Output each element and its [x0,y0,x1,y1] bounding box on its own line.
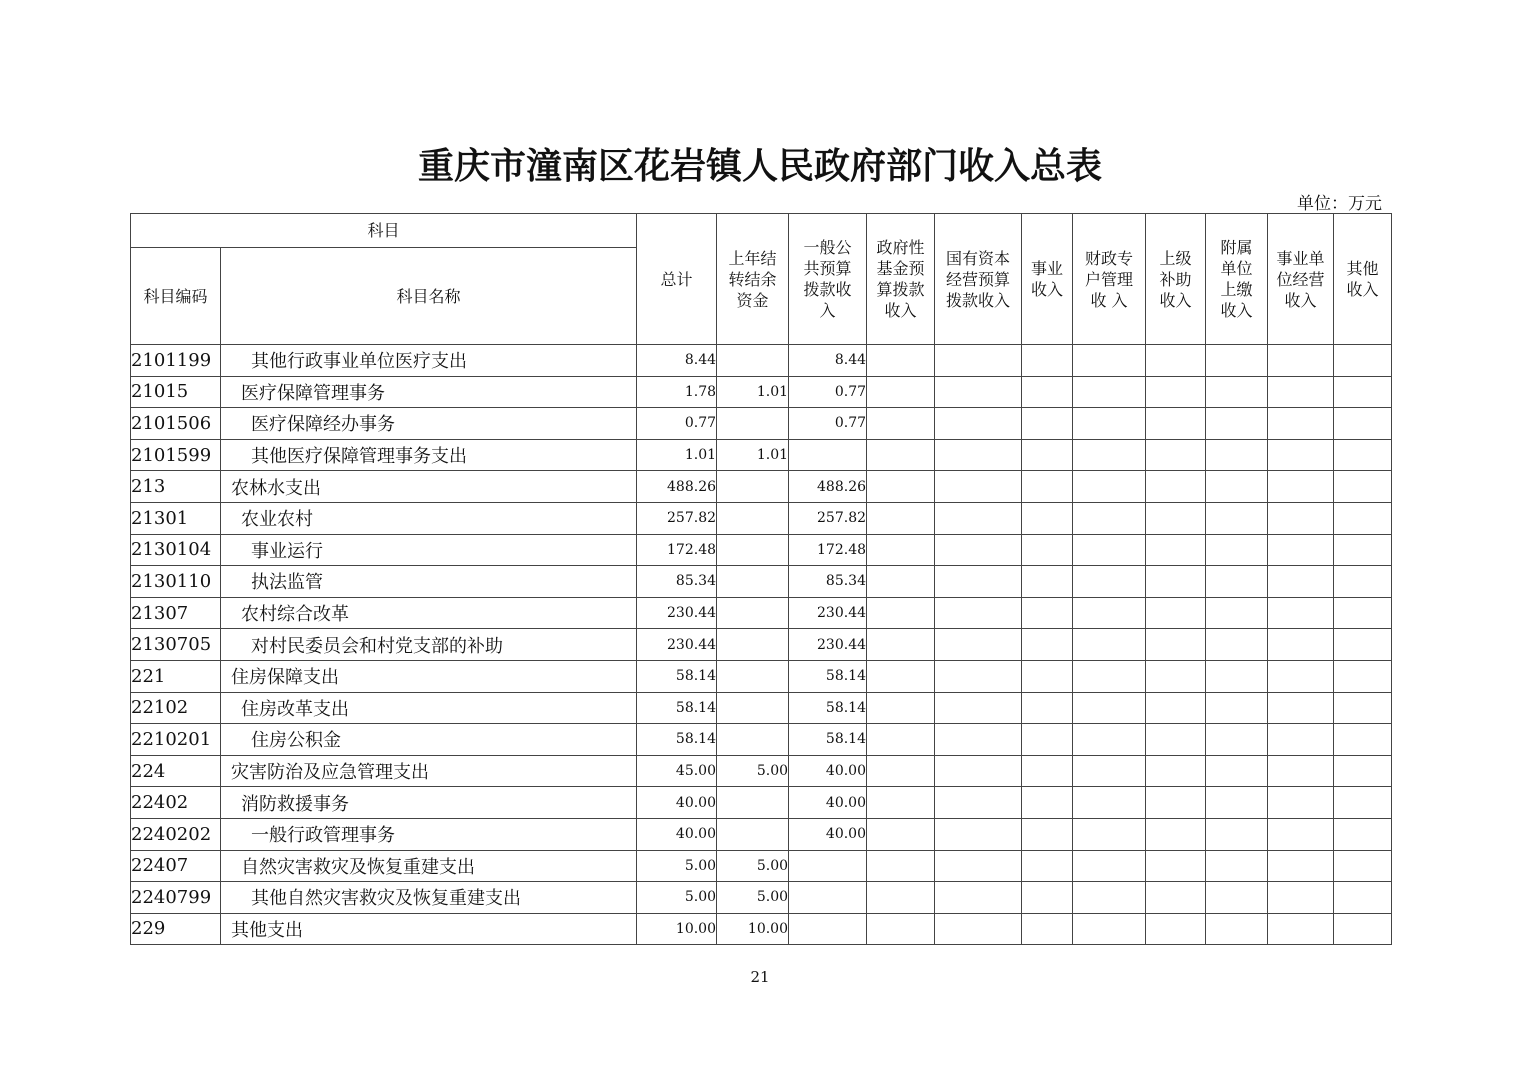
cell-general-budget: 0.77 [789,408,867,440]
cell-fiscal-special [1073,755,1146,787]
cell-carryover [717,787,789,819]
cell-total: 172.48 [637,534,717,566]
cell-fiscal-special [1073,597,1146,629]
cell-superior-subsidy [1146,882,1206,914]
cell-business [1022,755,1073,787]
cell-carryover [717,345,789,377]
cell-carryover: 5.00 [717,882,789,914]
cell-state-capital [935,471,1022,503]
cell-other [1334,502,1392,534]
cell-superior-subsidy [1146,597,1206,629]
cell-superior-subsidy [1146,660,1206,692]
cell-gov-fund [867,597,935,629]
cell-total: 488.26 [637,471,717,503]
header-general-budget: 一般公共预算拨款收入 [789,214,867,345]
cell-gov-fund [867,787,935,819]
cell-affiliated [1206,597,1268,629]
header-operating: 事业单位经营收入 [1268,214,1334,345]
cell-operating [1268,408,1334,440]
cell-state-capital [935,882,1022,914]
cell-other [1334,408,1392,440]
table-row [131,882,1392,914]
cell-other [1334,787,1392,819]
cell-superior-subsidy [1146,534,1206,566]
cell-name: 农村综合改革 [221,597,637,629]
cell-general-budget [789,850,867,882]
cell-fiscal-special [1073,818,1146,850]
cell-total: 1.78 [637,376,717,408]
cell-fiscal-special [1073,787,1146,819]
cell-affiliated [1206,534,1268,566]
cell-affiliated [1206,692,1268,724]
cell-general-budget: 257.82 [789,502,867,534]
table-row [131,913,1392,945]
cell-name: 其他自然灾害救灾及恢复重建支出 [221,882,637,914]
cell-business [1022,818,1073,850]
cell-fiscal-special [1073,345,1146,377]
cell-affiliated [1206,345,1268,377]
cell-carryover [717,408,789,440]
cell-general-budget: 230.44 [789,629,867,661]
cell-code: 2240202 [131,818,221,850]
table-row [131,692,1392,724]
cell-affiliated [1206,724,1268,756]
table-row [131,408,1392,440]
cell-total: 58.14 [637,724,717,756]
cell-state-capital [935,629,1022,661]
cell-business [1022,471,1073,503]
cell-name: 医疗保障经办事务 [221,408,637,440]
cell-code: 2130104 [131,534,221,566]
cell-other [1334,724,1392,756]
cell-state-capital [935,408,1022,440]
cell-carryover: 1.01 [717,376,789,408]
cell-business [1022,660,1073,692]
cell-gov-fund [867,660,935,692]
cell-general-budget: 40.00 [789,755,867,787]
cell-business [1022,882,1073,914]
table-row [131,597,1392,629]
cell-business [1022,408,1073,440]
cell-gov-fund [867,818,935,850]
cell-name: 住房改革支出 [221,692,637,724]
cell-other [1334,755,1392,787]
cell-business [1022,439,1073,471]
cell-total: 58.14 [637,660,717,692]
cell-operating [1268,755,1334,787]
cell-name: 农业农村 [221,502,637,534]
cell-general-budget [789,913,867,945]
cell-total: 58.14 [637,692,717,724]
table-row [131,850,1392,882]
cell-total: 0.77 [637,408,717,440]
cell-carryover [717,818,789,850]
cell-operating [1268,850,1334,882]
cell-affiliated [1206,818,1268,850]
cell-fiscal-special [1073,660,1146,692]
cell-general-budget: 58.14 [789,660,867,692]
cell-other [1334,376,1392,408]
cell-operating [1268,471,1334,503]
table-body [131,345,1392,945]
table-row [131,502,1392,534]
cell-fiscal-special [1073,724,1146,756]
cell-total: 45.00 [637,755,717,787]
cell-code: 2101199 [131,345,221,377]
cell-code: 229 [131,913,221,945]
cell-affiliated [1206,755,1268,787]
cell-state-capital [935,692,1022,724]
table-row [131,787,1392,819]
cell-fiscal-special [1073,471,1146,503]
cell-other [1334,597,1392,629]
cell-general-budget: 85.34 [789,566,867,598]
cell-total: 8.44 [637,345,717,377]
cell-general-budget: 40.00 [789,818,867,850]
cell-name: 农林水支出 [221,471,637,503]
cell-general-budget [789,882,867,914]
cell-superior-subsidy [1146,502,1206,534]
cell-total: 1.01 [637,439,717,471]
cell-code: 22102 [131,692,221,724]
table-row [131,724,1392,756]
cell-gov-fund [867,913,935,945]
cell-affiliated [1206,850,1268,882]
cell-carryover [717,502,789,534]
cell-name: 医疗保障管理事务 [221,376,637,408]
table-row [131,534,1392,566]
cell-gov-fund [867,724,935,756]
cell-other [1334,534,1392,566]
cell-superior-subsidy [1146,629,1206,661]
table-row [131,660,1392,692]
page-title: 重庆市潼南区花岩镇人民政府部门收入总表 [417,145,1102,187]
cell-operating [1268,818,1334,850]
cell-gov-fund [867,692,935,724]
cell-other [1334,471,1392,503]
cell-fiscal-special [1073,502,1146,534]
cell-gov-fund [867,439,935,471]
cell-name: 事业运行 [221,534,637,566]
cell-other [1334,345,1392,377]
cell-operating [1268,882,1334,914]
table-row [131,629,1392,661]
header-carryover: 上年结转结余资金 [717,214,789,345]
cell-affiliated [1206,471,1268,503]
cell-affiliated [1206,566,1268,598]
cell-total: 40.00 [637,787,717,819]
cell-code: 2240799 [131,882,221,914]
cell-other [1334,692,1392,724]
cell-superior-subsidy [1146,376,1206,408]
cell-name: 其他行政事业单位医疗支出 [221,345,637,377]
cell-total: 5.00 [637,882,717,914]
cell-carryover [717,629,789,661]
header-state-capital: 国有资本经营预算拨款收入 [935,214,1022,345]
cell-affiliated [1206,439,1268,471]
cell-operating [1268,913,1334,945]
cell-other [1334,913,1392,945]
cell-name: 其他支出 [221,913,637,945]
cell-superior-subsidy [1146,724,1206,756]
cell-business [1022,502,1073,534]
cell-total: 230.44 [637,597,717,629]
cell-superior-subsidy [1146,818,1206,850]
cell-name: 自然灾害救灾及恢复重建支出 [221,850,637,882]
cell-general-budget: 8.44 [789,345,867,377]
cell-state-capital [935,660,1022,692]
cell-name: 灾害防治及应急管理支出 [221,755,637,787]
cell-state-capital [935,502,1022,534]
cell-superior-subsidy [1146,850,1206,882]
cell-carryover: 5.00 [717,755,789,787]
cell-general-budget: 230.44 [789,597,867,629]
cell-code: 21307 [131,597,221,629]
cell-fiscal-special [1073,850,1146,882]
cell-carryover: 10.00 [717,913,789,945]
cell-state-capital [935,566,1022,598]
cell-business [1022,597,1073,629]
cell-gov-fund [867,502,935,534]
cell-state-capital [935,913,1022,945]
table-row [131,818,1392,850]
page-number: 21 [750,968,770,986]
cell-fiscal-special [1073,408,1146,440]
cell-carryover [717,597,789,629]
cell-gov-fund [867,376,935,408]
cell-business [1022,566,1073,598]
cell-state-capital [935,534,1022,566]
cell-superior-subsidy [1146,471,1206,503]
cell-carryover [717,471,789,503]
cell-name: 住房保障支出 [221,660,637,692]
cell-business [1022,787,1073,819]
cell-fiscal-special [1073,376,1146,408]
cell-gov-fund [867,345,935,377]
table-row [131,566,1392,598]
cell-superior-subsidy [1146,913,1206,945]
header-subject: 科目 [131,214,637,248]
cell-fiscal-special [1073,439,1146,471]
cell-code: 21015 [131,376,221,408]
cell-operating [1268,692,1334,724]
cell-gov-fund [867,471,935,503]
header-affiliated: 附属单位上缴收入 [1206,214,1268,345]
cell-carryover [717,724,789,756]
cell-other [1334,566,1392,598]
cell-other [1334,629,1392,661]
cell-operating [1268,376,1334,408]
header-fiscal-special: 财政专户管理收 入 [1073,214,1146,345]
cell-gov-fund [867,534,935,566]
cell-state-capital [935,818,1022,850]
cell-business [1022,629,1073,661]
cell-fiscal-special [1073,566,1146,598]
header-business: 事业收入 [1022,214,1073,345]
cell-operating [1268,629,1334,661]
cell-other [1334,439,1392,471]
cell-business [1022,850,1073,882]
cell-gov-fund [867,755,935,787]
cell-total: 257.82 [637,502,717,534]
cell-gov-fund [867,850,935,882]
cell-superior-subsidy [1146,566,1206,598]
cell-superior-subsidy [1146,692,1206,724]
cell-operating [1268,345,1334,377]
cell-fiscal-special [1073,692,1146,724]
cell-other [1334,882,1392,914]
cell-state-capital [935,597,1022,629]
cell-carryover [717,534,789,566]
cell-carryover [717,660,789,692]
cell-code: 21301 [131,502,221,534]
cell-gov-fund [867,408,935,440]
header-gov-fund: 政府性基金预算拨款收入 [867,214,935,345]
header-superior-subsidy: 上级补助收入 [1146,214,1206,345]
cell-state-capital [935,439,1022,471]
cell-state-capital [935,850,1022,882]
header-name: 科目名称 [221,248,637,345]
cell-general-budget: 58.14 [789,692,867,724]
cell-affiliated [1206,629,1268,661]
cell-business [1022,376,1073,408]
cell-total: 40.00 [637,818,717,850]
cell-affiliated [1206,376,1268,408]
cell-total: 85.34 [637,566,717,598]
cell-code: 2130705 [131,629,221,661]
cell-gov-fund [867,566,935,598]
cell-business [1022,724,1073,756]
cell-business [1022,345,1073,377]
cell-fiscal-special [1073,534,1146,566]
cell-affiliated [1206,408,1268,440]
cell-carryover: 5.00 [717,850,789,882]
cell-general-budget: 40.00 [789,787,867,819]
cell-general-budget [789,439,867,471]
cell-other [1334,850,1392,882]
cell-code: 2101506 [131,408,221,440]
cell-operating [1268,660,1334,692]
cell-general-budget: 58.14 [789,724,867,756]
cell-operating [1268,787,1334,819]
cell-name: 住房公积金 [221,724,637,756]
cell-general-budget: 0.77 [789,376,867,408]
cell-carryover [717,692,789,724]
cell-other [1334,818,1392,850]
cell-total: 10.00 [637,913,717,945]
cell-superior-subsidy [1146,408,1206,440]
cell-fiscal-special [1073,882,1146,914]
cell-operating [1268,597,1334,629]
unit-label: 单位：万元 [1297,194,1382,214]
header-other: 其他收入 [1334,214,1392,345]
cell-code: 224 [131,755,221,787]
table-row [131,345,1392,377]
cell-state-capital [935,724,1022,756]
cell-carryover [717,566,789,598]
cell-name: 执法监管 [221,566,637,598]
table-row [131,471,1392,503]
cell-name: 对村民委员会和村党支部的补助 [221,629,637,661]
cell-state-capital [935,345,1022,377]
cell-affiliated [1206,882,1268,914]
cell-operating [1268,502,1334,534]
table-row [131,376,1392,408]
table-row [131,755,1392,787]
cell-total: 5.00 [637,850,717,882]
cell-operating [1268,566,1334,598]
cell-affiliated [1206,660,1268,692]
cell-state-capital [935,755,1022,787]
cell-code: 213 [131,471,221,503]
cell-general-budget: 488.26 [789,471,867,503]
header-code: 科目编码 [131,248,221,345]
cell-operating [1268,439,1334,471]
cell-fiscal-special [1073,913,1146,945]
cell-superior-subsidy [1146,787,1206,819]
cell-state-capital [935,787,1022,819]
cell-affiliated [1206,502,1268,534]
cell-operating [1268,534,1334,566]
cell-gov-fund [867,629,935,661]
cell-name: 其他医疗保障管理事务支出 [221,439,637,471]
cell-total: 230.44 [637,629,717,661]
cell-name: 一般行政管理事务 [221,818,637,850]
cell-superior-subsidy [1146,755,1206,787]
header-total: 总计 [637,214,717,345]
cell-state-capital [935,376,1022,408]
cell-affiliated [1206,913,1268,945]
cell-general-budget: 172.48 [789,534,867,566]
cell-code: 2101599 [131,439,221,471]
cell-code: 2130110 [131,566,221,598]
cell-carryover: 1.01 [717,439,789,471]
cell-code: 22407 [131,850,221,882]
cell-code: 22402 [131,787,221,819]
cell-superior-subsidy [1146,345,1206,377]
table-row [131,439,1392,471]
income-summary-table [130,213,1392,945]
cell-operating [1268,724,1334,756]
cell-other [1334,660,1392,692]
cell-name: 消防救援事务 [221,787,637,819]
cell-affiliated [1206,787,1268,819]
cell-superior-subsidy [1146,439,1206,471]
cell-business [1022,534,1073,566]
cell-business [1022,692,1073,724]
cell-business [1022,913,1073,945]
cell-fiscal-special [1073,629,1146,661]
cell-code: 221 [131,660,221,692]
cell-gov-fund [867,882,935,914]
cell-code: 2210201 [131,724,221,756]
